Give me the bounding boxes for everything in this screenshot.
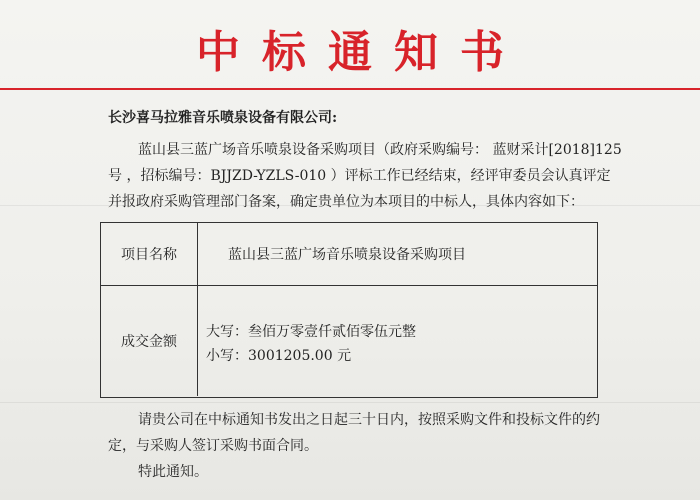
table-row-project [101, 223, 597, 286]
document-title: 中标通知书 [196, 27, 526, 78]
paragraph-line: 请贵公司在中标通知书发出之日起三十日内，按照采购文件和投标文件的约 [138, 412, 600, 428]
paper-crease [0, 402, 700, 403]
notice-paragraph [108, 138, 622, 216]
title-red-rule [0, 88, 700, 90]
closing-notice: 特此通知。 [138, 464, 208, 480]
table-row-amount [101, 286, 597, 396]
amount-value [198, 286, 597, 396]
paragraph-line: 蓝山县三蓝广场音乐喷泉设备采购项目（政府采购编号： 蓝财采计[2018]125 [138, 142, 622, 158]
amount-in-figures: 小写：3001205.00 元 [206, 348, 352, 364]
award-details-table [100, 222, 598, 398]
addressee: 长沙喜马拉雅音乐喷泉设备有限公司: [108, 110, 338, 126]
amount-in-words: 大写：叁佰万零壹仟贰佰零伍元整 [206, 324, 416, 340]
paragraph-line: 定，与采购人签订采购书面合同。 [108, 438, 318, 454]
closing-paragraph [108, 408, 608, 460]
paragraph-line: 并报政府采购管理部门备案，确定贵单位为本项目的中标人，具体内容如下： [108, 194, 584, 210]
paragraph-line: 号 ，招标编号：BJJZD-YZLS-010 ）评标工作已经结束，经评审委员会认真评定 [108, 168, 611, 184]
project-name-text: 蓝山县三蓝广场音乐喷泉设备采购项目 [228, 247, 466, 263]
project-name-label: 项目名称 [101, 223, 198, 285]
project-name-value [198, 223, 597, 285]
amount-label: 成交金额 [101, 286, 198, 396]
